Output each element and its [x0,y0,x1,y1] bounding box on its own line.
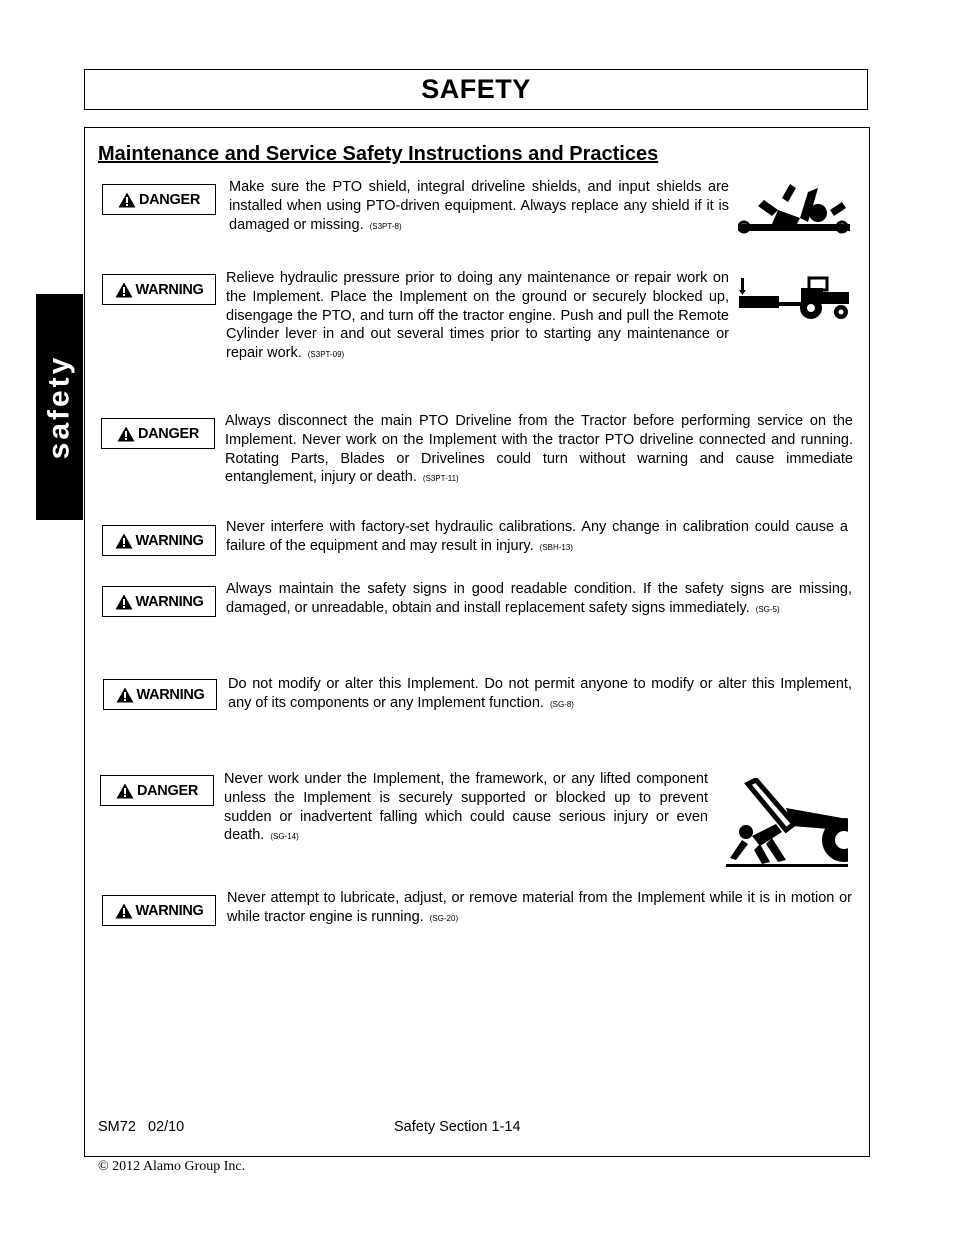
instruction-code: (SG-20) [429,913,459,923]
page-title: SAFETY [421,74,531,104]
instruction-text: Always disconnect the main PTO Driveline from the Tractor before performing service on the Implement. Never work on the Implement with the tractor PTO driveline connected and running. Rotating Parts, Blades or Drivelines could turn without warning and cause immediate entanglement, injury or death. [225,413,853,486]
danger-label [102,184,216,215]
instruction-text: Never work under the Implement, the framework, or any lifted component unless the Implement is securely supported or blocked up to prevent sudden or inadvertent falling which could cause serious injury or even death. [224,771,708,844]
page-header [84,69,868,110]
warning-label-text: WARNING [135,532,204,549]
instruction-code: (S3PT-09) [307,350,345,360]
safety-instruction-1 [229,178,729,236]
safety-instruction-3 [225,412,853,489]
danger-label-text: DANGER [136,782,199,799]
warning-triangle-icon [115,282,133,298]
safety-instruction-5 [226,580,852,620]
copyright-notice: © 2012 Alamo Group Inc. [98,1159,246,1174]
instruction-code: (S3PT-11) [422,474,459,484]
warning-label [103,679,217,710]
warning-label-text: WARNING [135,281,204,298]
section-title: Maintenance and Service Safety Instructions and Practices [98,143,659,165]
instruction-code: (S3PT-8) [369,221,402,231]
instruction-code: (SG-14) [270,832,299,842]
side-tab-label: safety [42,354,76,460]
footer-section: Safety Section 1-14 [394,1119,521,1135]
danger-label-text: DANGER [138,191,201,208]
tractor-implement-icon [739,276,851,320]
warning-triangle-icon [116,783,134,799]
instruction-text: Relieve hydraulic pressure prior to doing any maintenance or repair work on the Implement. Place the Implement on the ground or securely blocked up, disengage the PTO, and turn off the tractor engine. Push and pull the Remote Cylinder lever in and out several times prior to starting any maintenance or repair work. [226,270,729,362]
instruction-code: (SG-5) [755,604,780,614]
danger-label [101,418,215,449]
section-side-tab [36,294,83,520]
warning-triangle-icon [118,192,136,208]
instruction-text: Never attempt to lubricate, adjust, or remove material from the Implement while it is in motion or while tractor engine is running. [227,890,852,925]
safety-instruction-7 [224,770,708,847]
danger-label-text: DANGER [137,425,200,442]
danger-label [100,775,214,806]
warning-label-text: WARNING [135,593,204,610]
warning-label [102,586,216,617]
warning-label-text: WARNING [135,902,204,919]
safety-instruction-6 [228,675,852,715]
warning-triangle-icon [117,426,135,442]
warning-triangle-icon [115,533,133,549]
instruction-text: Do not modify or alter this Implement. Do not permit anyone to modify or alter this Implement, any of its components or any Implement function. [228,676,852,711]
instruction-code: (SBH-13) [539,542,573,552]
safety-instruction-8 [227,889,852,929]
safety-instruction-2 [226,269,729,365]
instruction-text: Never interfere with factory-set hydraulic calibrations. Any change in calibration could cause a failure of the equipment and may result in injury. [226,519,848,554]
instruction-text: Make sure the PTO shield, integral driveline shields, and input shields are installed when using PTO-driven equipment. Always replace any shield if it is damaged or missing. [229,179,729,233]
footer-model-date: SM72 02/10 [98,1119,185,1135]
warning-triangle-icon [115,903,133,919]
instruction-code: (SG-8) [549,699,574,709]
warning-triangle-icon [116,687,134,703]
entanglement-figure-icon [738,180,850,242]
safety-instruction-4 [226,518,848,558]
warning-label [102,274,216,305]
warning-label-text: WARNING [136,686,205,703]
instruction-text: Always maintain the safety signs in good readable condition. If the safety signs are missing, damaged, or unreadable, obtain and install replacement safety signs immediately. [226,581,852,616]
warning-label [102,895,216,926]
crushed-under-implement-icon [726,778,848,868]
warning-label [102,525,216,556]
warning-triangle-icon [115,594,133,610]
